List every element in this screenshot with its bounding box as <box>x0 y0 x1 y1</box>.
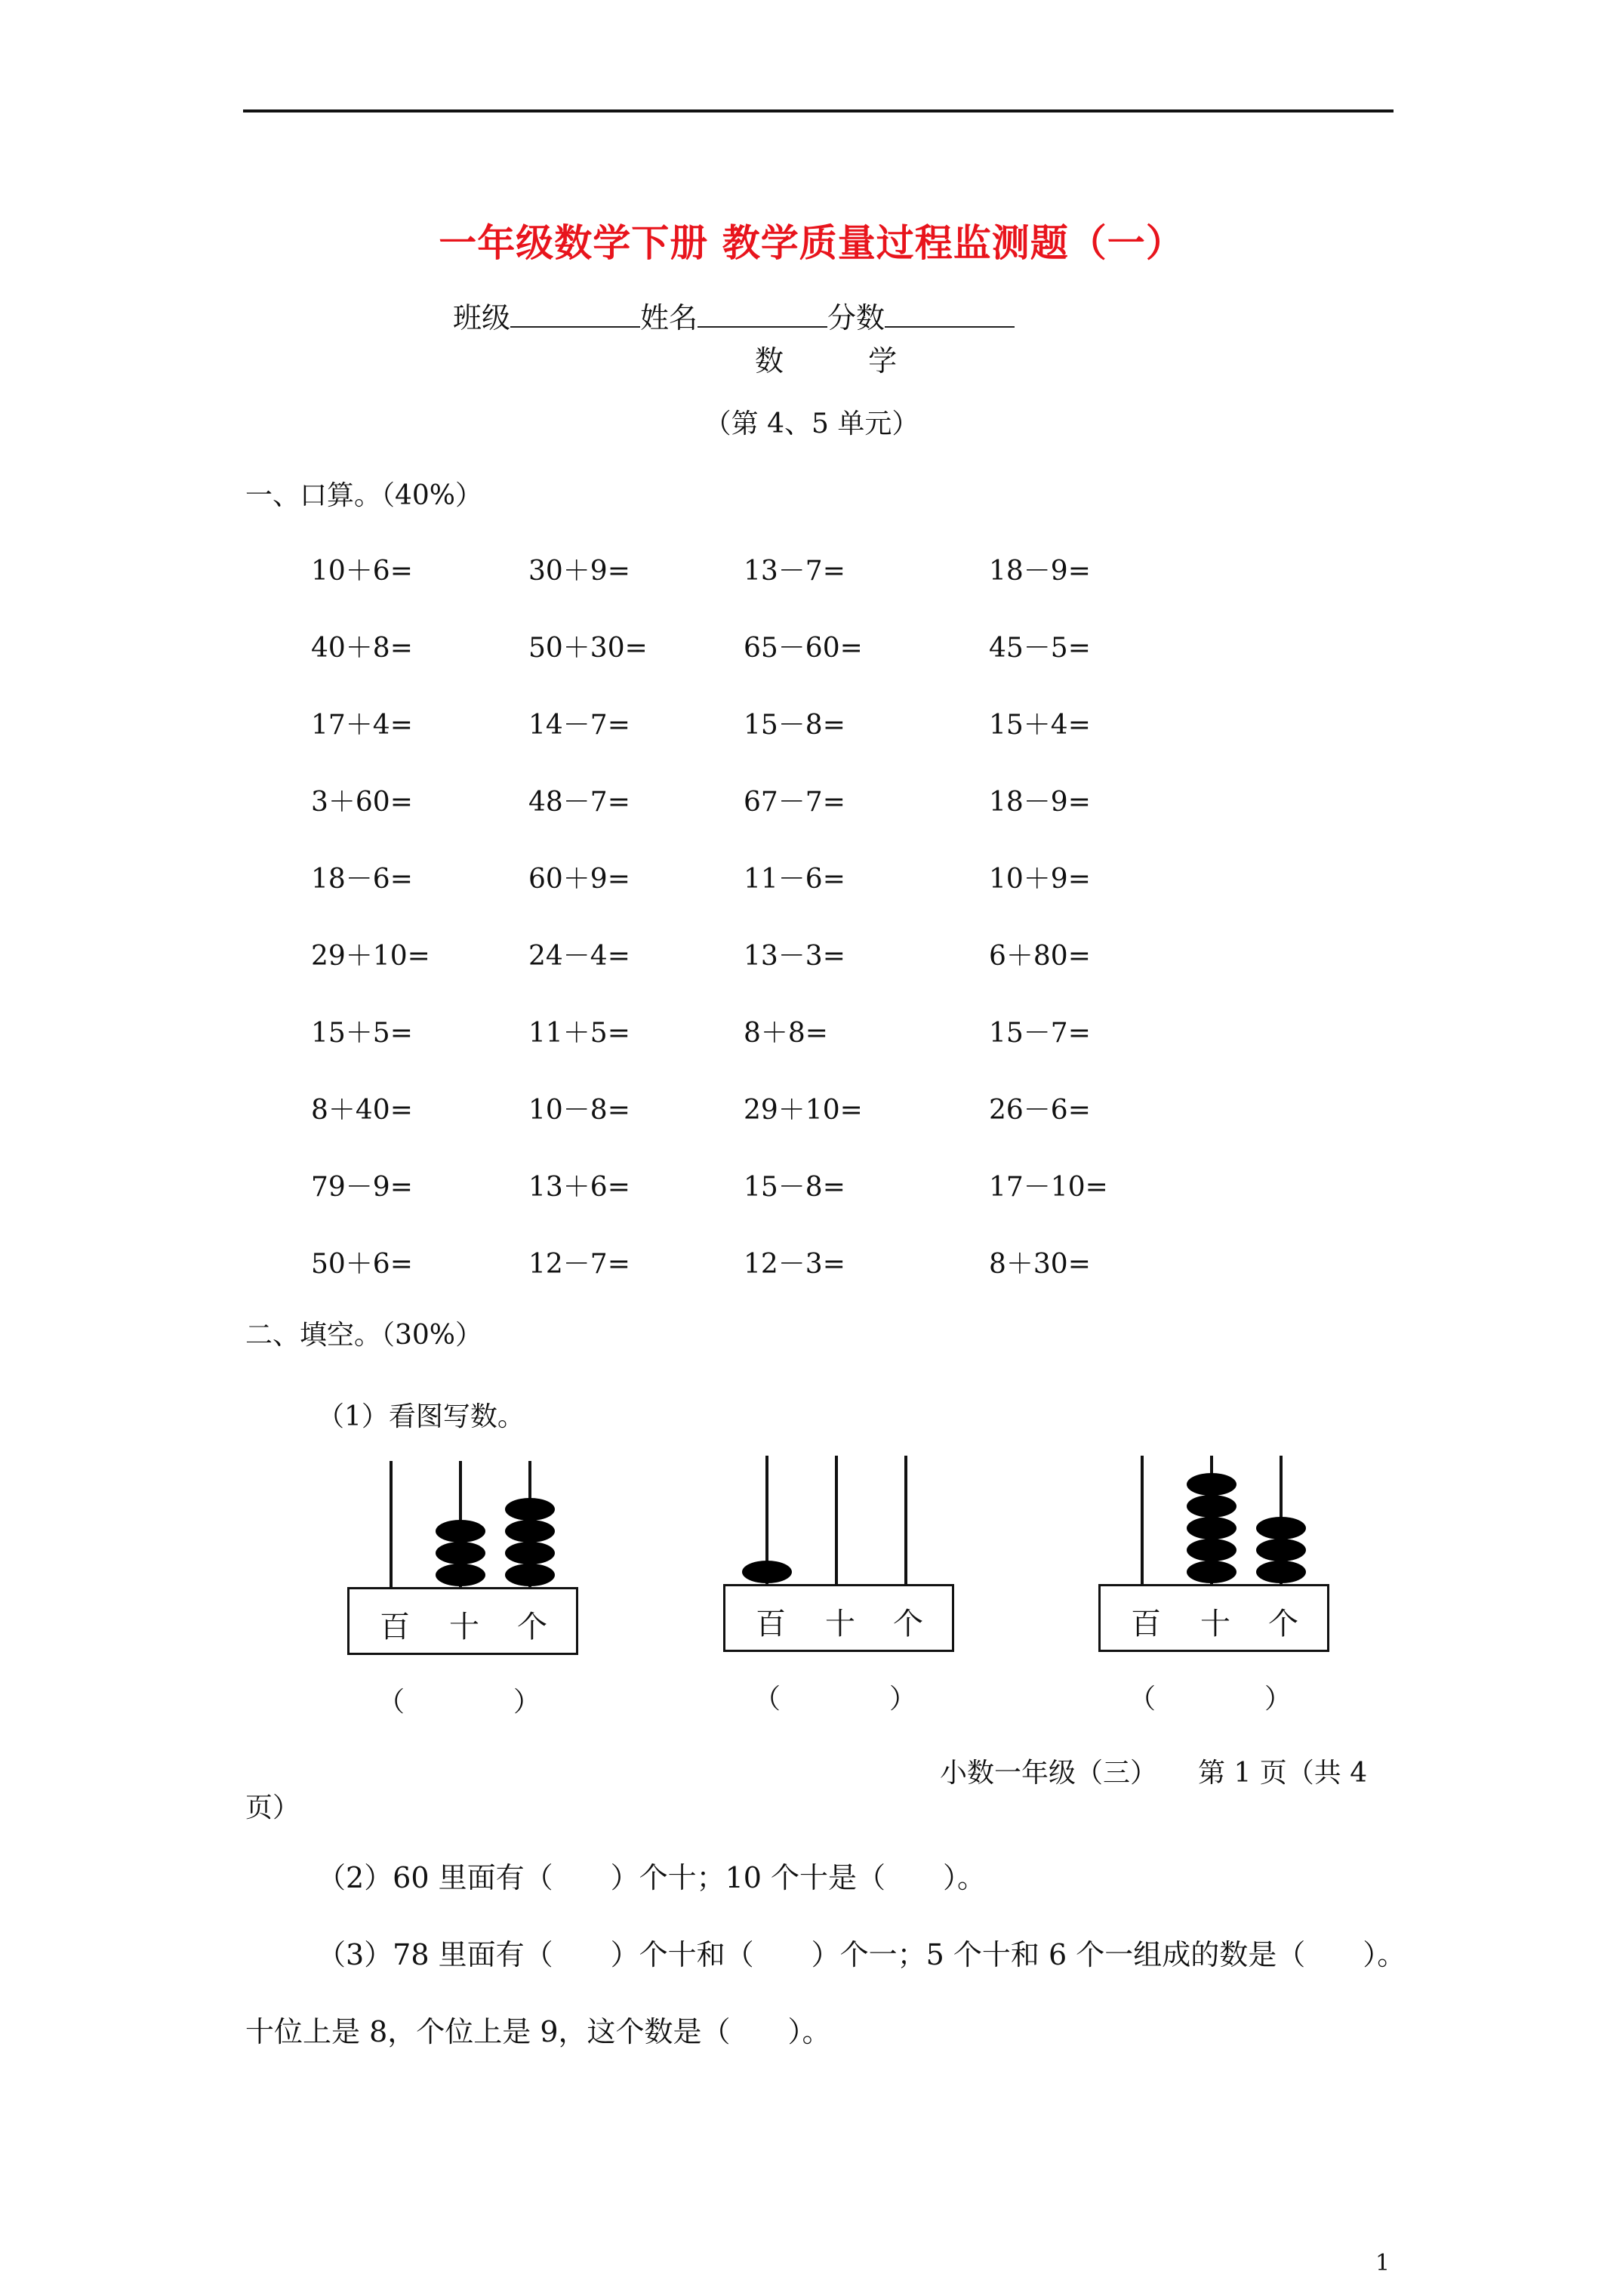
abacus-bead <box>505 1564 555 1586</box>
question-2: （2）60 里面有（ ）个十；10 个十是（ ）。 <box>317 1861 987 1894</box>
abacus-bead <box>742 1561 792 1583</box>
answer-paren-open: （ <box>753 1684 781 1715</box>
question-1: （1）看图写数。 <box>317 1401 525 1432</box>
score-blank[interactable] <box>885 299 1015 328</box>
abacus-bead <box>505 1542 555 1564</box>
answer-paren-open: （ <box>377 1687 405 1718</box>
arithmetic-problem: 30＋9= <box>528 556 630 587</box>
student-info-line <box>453 294 1015 336</box>
abacus-bead <box>1256 1561 1306 1583</box>
arithmetic-problem: 17＋4= <box>311 710 413 741</box>
answer-blank[interactable] <box>408 1681 498 1711</box>
abacus-bead <box>1187 1495 1236 1518</box>
section2-heading: 二、填空。（30%） <box>245 1320 483 1351</box>
abacus-bead <box>436 1564 485 1586</box>
answer-paren-close: ） <box>513 1687 541 1718</box>
abacus-rod <box>904 1456 907 1584</box>
arithmetic-problem: 15－8= <box>744 710 845 741</box>
page-info-continued: 页） <box>245 1792 300 1823</box>
score-label: 分数 <box>827 301 885 334</box>
arithmetic-problem: 29＋10= <box>311 941 430 972</box>
arithmetic-problem: 18－6= <box>311 864 413 895</box>
abacus-rod <box>390 1461 393 1587</box>
abacus-bead <box>1187 1517 1236 1539</box>
units-label: （第 4、5 单元） <box>704 408 919 439</box>
arithmetic-problem: 10＋9= <box>989 864 1091 895</box>
arithmetic-problem: 60＋9= <box>528 864 630 895</box>
arithmetic-problem: 13＋6= <box>528 1172 630 1203</box>
place-value-label: 十 <box>825 1607 855 1641</box>
place-value-label: 个 <box>893 1607 923 1641</box>
arithmetic-problem: 15－8= <box>744 1172 845 1203</box>
arithmetic-problem: 13－7= <box>744 556 845 587</box>
arithmetic-problem: 8＋8= <box>744 1018 828 1049</box>
section1-heading: 一、口算。（40%） <box>245 480 483 511</box>
abacus-bead <box>505 1498 555 1521</box>
header-rule <box>243 109 1394 112</box>
arithmetic-problem: 18－9= <box>989 556 1091 587</box>
abacus-base <box>347 1587 578 1655</box>
abacus-bead <box>436 1520 485 1542</box>
arithmetic-problem: 79－9= <box>311 1172 413 1203</box>
place-value-label: 十 <box>449 1610 479 1644</box>
abacus-bead <box>1256 1539 1306 1561</box>
answer-paren-close: ） <box>889 1684 917 1715</box>
arithmetic-problem: 11＋5= <box>528 1018 630 1049</box>
arithmetic-problem: 8＋40= <box>311 1095 413 1126</box>
abacus-bead <box>505 1520 555 1542</box>
place-value-label: 十 <box>1200 1607 1230 1641</box>
arithmetic-problem: 15＋4= <box>989 710 1091 741</box>
arithmetic-problem: 65－60= <box>744 633 863 664</box>
arithmetic-problem: 45－5= <box>989 633 1091 664</box>
name-label: 姓名 <box>640 301 698 334</box>
abacus-base <box>723 1584 954 1652</box>
arithmetic-problem: 13－3= <box>744 941 845 972</box>
arithmetic-problem: 26－6= <box>989 1095 1091 1126</box>
arithmetic-problem: 12－3= <box>744 1249 845 1280</box>
class-blank[interactable] <box>510 299 640 328</box>
arithmetic-problem: 10－8= <box>528 1095 630 1126</box>
page-title: 一年级数学下册 教学质量过程监测题（一） <box>439 220 1184 265</box>
arithmetic-problem: 50＋30= <box>528 633 648 664</box>
abacus-bead <box>1187 1473 1236 1496</box>
class-label: 班级 <box>453 301 511 334</box>
abacus-base <box>1098 1584 1329 1652</box>
answer-paren-open: （ <box>1129 1684 1156 1715</box>
place-value-label: 个 <box>517 1610 547 1644</box>
abacus-rod <box>835 1456 838 1584</box>
arithmetic-problem: 67－7= <box>744 787 845 818</box>
arithmetic-problem: 17－10= <box>989 1172 1108 1203</box>
arithmetic-problem: 15＋5= <box>311 1018 413 1049</box>
arithmetic-problem: 8＋30= <box>989 1249 1091 1280</box>
place-value-label: 百 <box>756 1607 786 1641</box>
place-value-label: 百 <box>380 1610 410 1644</box>
abacus-bead <box>1187 1561 1236 1583</box>
arithmetic-problem: 48－7= <box>528 787 630 818</box>
page-info: 小数一年级（三） 第 1 页（共 4 <box>940 1758 1368 1789</box>
question-3: （3）78 里面有（ ）个十和（ ）个一；5 个十和 6 个一组成的数是（ ）。 <box>317 1938 1406 1971</box>
answer-blank[interactable] <box>1159 1678 1249 1708</box>
arithmetic-problem: 10＋6= <box>311 556 413 587</box>
page-number: 1 <box>1375 2250 1390 2276</box>
arithmetic-problem: 12－7= <box>528 1249 630 1280</box>
arithmetic-problem: 18－9= <box>989 787 1091 818</box>
answer-paren-close: ） <box>1264 1684 1292 1715</box>
name-blank[interactable] <box>698 299 827 328</box>
question-3-continued: 十位上是 8，个位上是 9，这个数是（ ）。 <box>245 2015 831 2048</box>
arithmetic-problem: 3＋60= <box>311 787 413 818</box>
arithmetic-problem: 15－7= <box>989 1018 1091 1049</box>
arithmetic-problem: 40＋8= <box>311 633 413 664</box>
arithmetic-problem: 11－6= <box>744 864 845 895</box>
arithmetic-problem: 6＋80= <box>989 941 1091 972</box>
answer-blank[interactable] <box>784 1678 874 1708</box>
arithmetic-problem: 24－4= <box>528 941 630 972</box>
arithmetic-problem: 50＋6= <box>311 1249 413 1280</box>
abacus-bead <box>1256 1517 1306 1539</box>
arithmetic-problem: 29＋10= <box>744 1095 863 1126</box>
subject-label: 数 学 <box>755 344 935 378</box>
abacus-bead <box>1187 1539 1236 1561</box>
abacus-bead <box>436 1542 485 1564</box>
arithmetic-problem: 14－7= <box>528 710 630 741</box>
place-value-label: 个 <box>1268 1607 1298 1641</box>
abacus-rod <box>1141 1456 1144 1584</box>
place-value-label: 百 <box>1131 1607 1161 1641</box>
